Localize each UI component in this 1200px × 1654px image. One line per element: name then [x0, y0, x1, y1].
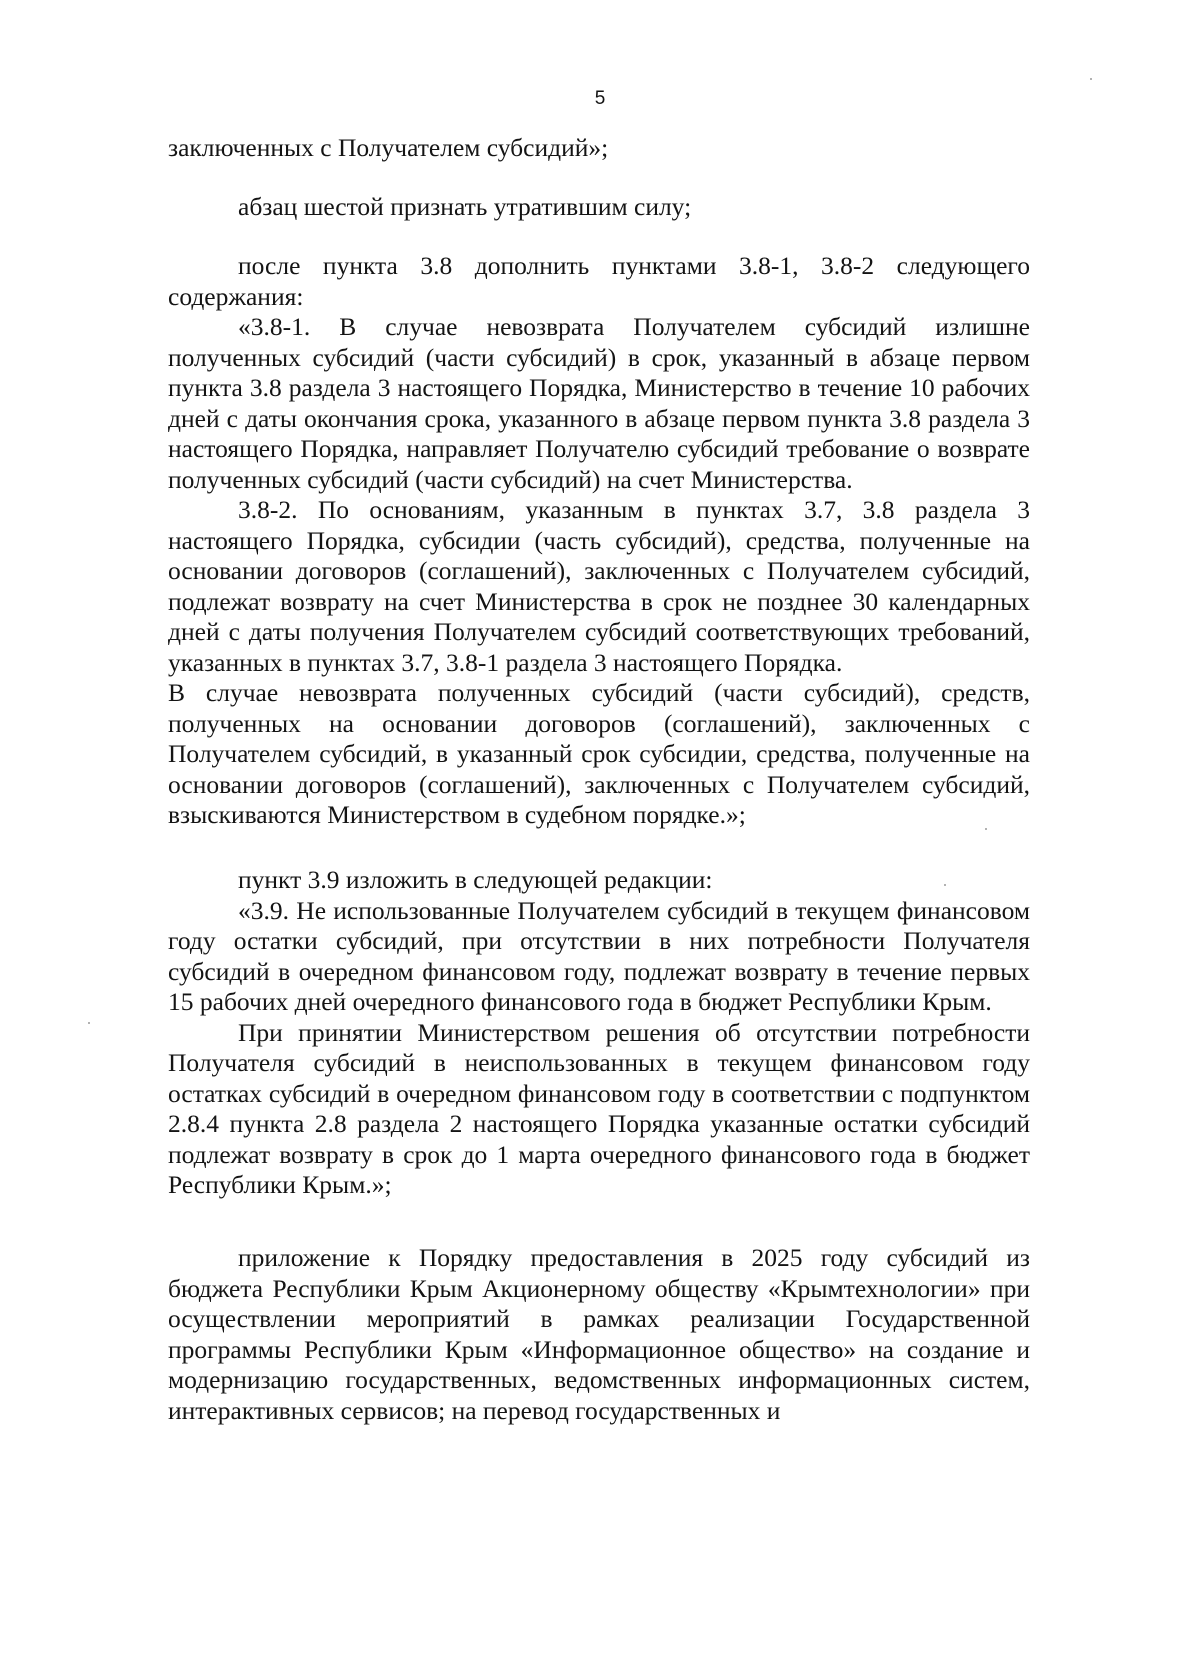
- scan-speck: [88, 1022, 90, 1024]
- paragraph-abzac-6: [168, 192, 1030, 223]
- paragraph-text: после пункта 3.8 дополнить пунктами 3.8-1, 3.8-2 следующего содержания:: [168, 251, 1030, 311]
- paragraph-item-3-8-2: 3.8-2. По основаниям, указанным в пунктах 3.7, 3.8 раздела 3 настоящего Порядка, субсидии (часть субсидий), средства, полученные на основании договоров (соглашений), заключенных с Получателем субсидий, подлежат возврату на счет Министерства в срок не позднее 30 календарных дней с даты получения Получателем субсидий соответствующих требований, указанных в пунктах 3.7, 3.8-1 раздела 3 настоящего Порядка.: [168, 495, 1030, 677]
- paragraph-item-3-8-2-continuation: В случае невозврата полученных субсидий (части субсидий), средств, полученных на основании договоров (соглашений), заключенных с Получателем субсидий, в указанный срок субсидии, средства, полученные на основании договоров (соглашений), заключенных с Получателем субсидий, взыскиваются Министерством в судебном порядке.»;: [168, 678, 1030, 829]
- paragraph-item-3-9: «3.9. Не использованные Получателем субсидий в текущем финансовом году остатки субсидий, при отсутствии в них потребности Получателя субсидий в очередном финансовом году, подлежат возврату в течение первых 15 рабочих дней очередного финансового года в бюджет Республики Крым.: [168, 895, 1030, 1016]
- scan-speck: [985, 828, 987, 830]
- paragraph-amendment-3-8: [168, 251, 1030, 831]
- paragraph-text: заключенных с Получателем субсидий»;: [168, 133, 609, 162]
- page-number: 5: [594, 88, 606, 109]
- paragraph-item-3-9-second: При принятии Министерством решения об отсутствии потребности Получателя субсидий в неиспользованных в текущем финансовом году остатках субсидий в очередном финансовом году в соответствии с подпунктом 2.8.4 пункта 2.8 раздела 2 настоящего Порядка указанные остатки субсидий подлежат возврату в срок до 1 марта очередного финансового года в бюджет Республики Крым.»;: [168, 1017, 1030, 1199]
- paragraph-text: пункт 3.9 изложить в следующей редакции:: [238, 865, 713, 894]
- paragraph-amendment-3-9: [168, 865, 1030, 1201]
- scan-speck: [1090, 78, 1092, 80]
- paragraph-item-3-8-1: «3.8-1. В случае невозврата Получателем субсидий излишне полученных субсидий (части субсидий) в срок, указанный в абзаце первом пункта 3.8 раздела 3 настоящего Порядка, Министерство в течение 10 рабочих дней с даты окончания срока, указанного в абзаце первом пункта 3.8 раздела 3 настоящего Порядка, направляет Получателю субсидий требование о возврате полученных субсидий (части субсидий) на счет Министерства.: [168, 312, 1030, 494]
- scan-speck: [944, 884, 946, 886]
- paragraph-text: приложение к Порядку предоставления в 2025 году субсидий из бюджета Республики Крым Акционерному обществу «Крымтехнологии» при осуществлении мероприятий в рамках реализации Государственной программы Республики Крым «Информационное общество» на создание и модернизацию государственных, ведомственных информационных систем, интерактивных сервисов; на перевод государственных и: [168, 1243, 1030, 1425]
- paragraph-text: абзац шестой признать утратившим силу;: [238, 192, 692, 221]
- paragraph-continuation: [168, 133, 1030, 164]
- paragraph-appendix: [168, 1243, 1030, 1426]
